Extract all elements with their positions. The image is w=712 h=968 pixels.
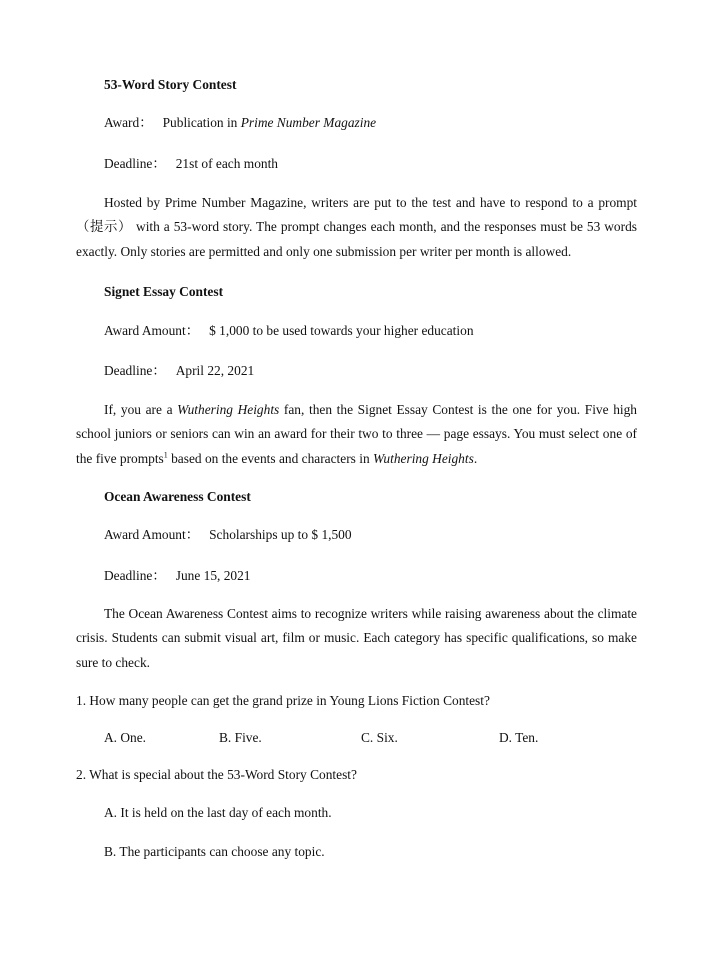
deadline-value: April 22, 2021 [175,363,255,378]
question-2-stem: 2. What is special about the 53-Word Story Contest? [76,767,357,782]
question-1-option-b: B. Five. [219,730,262,745]
deadline-value: June 15, 2021 [175,568,251,583]
contest-2-award [104,323,474,339]
desc-italic-title: Wuthering Heights [373,450,474,466]
award-label: Award： [104,115,153,130]
deadline-label: Deadline： [104,568,166,583]
question-1-stem: 1. How many people can get the grand prize in Young Lions Fiction Contest? [76,693,490,708]
desc-text: If, you are a [104,402,178,417]
deadline-label: Deadline： [104,156,166,171]
contest-3-description: The Ocean Awareness Contest aims to recognize writers while raising awareness about the climate crisis. Students can submit visual art, film or music. Each category has specific qualifications, so make sure to check. [76,606,637,670]
desc-italic-title: Wuthering Heights [177,402,280,417]
contest-1-deadline [104,156,278,172]
deadline-label: Deadline： [104,363,166,378]
desc-text: . [473,450,478,466]
contest-2-title: Signet Essay Contest [104,284,224,299]
contest-1-title: 53-Word Story Contest [104,77,237,92]
contest-3-award [104,527,352,543]
contest-3-title: Ocean Awareness Contest [104,489,251,504]
footnote-marker: 1 [163,450,168,460]
deadline-value: 21st of each month [175,156,279,171]
question-1-option-a: A. One. [104,730,147,745]
question-1-option-c: C. Six. [361,730,398,745]
question-1-option-d: D. Ten. [499,730,539,745]
contest-1-description: Hosted by Prime Number Magazine, writers are put to the test and have to respond to a prompt （提示） with a 53-word story. The prompt changes each month, and the responses must be 53 words exactly. Only stories are permitted and only one submission per writer per month is allowed. [76,195,637,259]
award-value: Scholarships up to $ 1,500 [209,527,352,542]
question-2-option-a: A. It is held on the last day of each month. [104,805,332,820]
contest-1-award [104,115,376,131]
award-label: Award Amount： [104,323,200,338]
desc-text: based on the events and characters in [167,450,374,466]
award-label: Award Amount： [104,527,200,542]
contest-3-deadline [104,568,251,584]
contest-2-description [76,398,637,471]
award-value-italic: Prime Number Magazine [240,115,377,130]
desc-text: fan, then the Signet Essay Contest is the one for you. Five high school juniors or seniors can win an award for their two to three — page essays. You must select one of the five prompts [76,402,637,466]
question-2-option-b: B. The participants can choose any topic. [104,844,325,859]
contest-2-deadline [104,363,254,379]
award-value: $ 1,000 to be used towards your higher education [209,323,474,338]
award-value-prefix: Publication in [162,115,241,130]
